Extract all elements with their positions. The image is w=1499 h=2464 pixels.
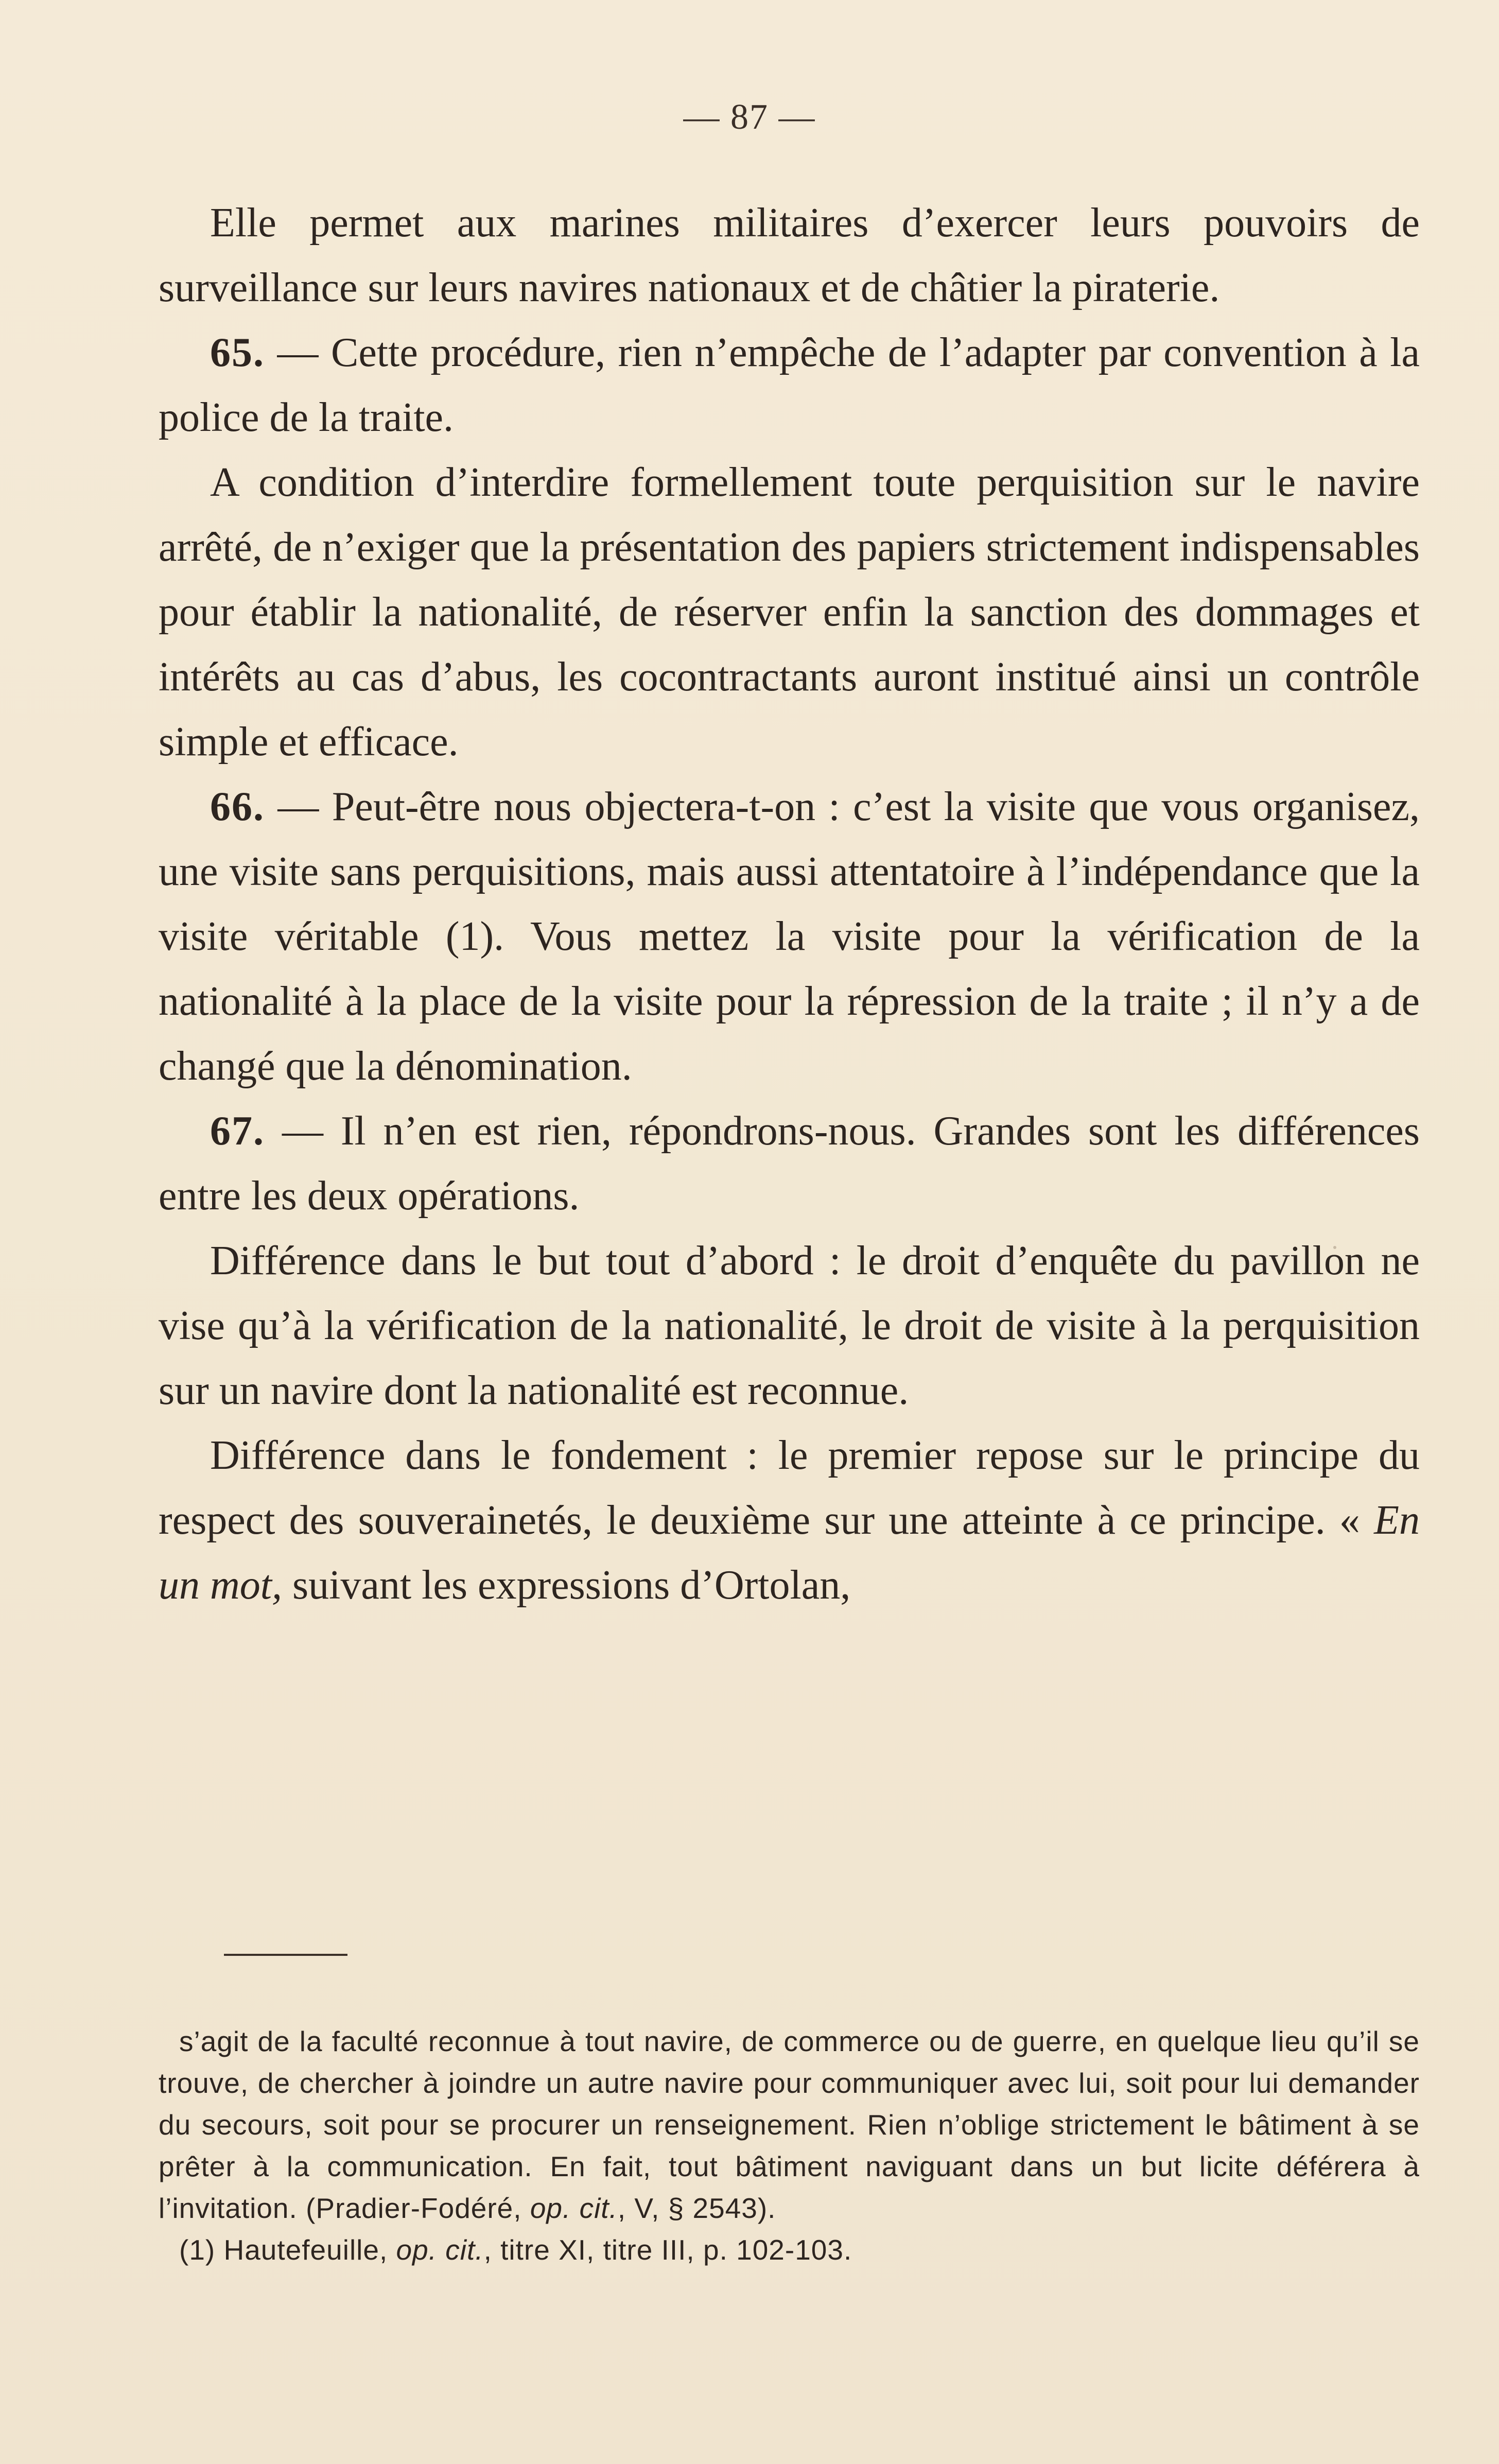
footnote-continued <box>159 2021 1420 2229</box>
footnote-continued-end: , V, § 2543). <box>617 2192 776 2224</box>
page-number: — 87 — <box>683 97 816 137</box>
section-number-67: 67. <box>210 1108 265 1154</box>
paragraph-7-start: Différence dans le fondement : le premier repose sur le principe du respect des souverainetés, le deuxième sur une atteinte à ce principe. « <box>159 1433 1420 1543</box>
paragraph-6: Différence dans le but tout d’abord : le droit d’enquête du pavillon ne vise qu’à la vérification de la nationalité, le droit de visite à la perquisition sur un navire dont la nationalité est reconnue. <box>159 1238 1420 1413</box>
paragraph-7-italic: En un mot, <box>159 1498 1420 1608</box>
paragraph-7 <box>159 1423 1420 1618</box>
main-text <box>159 190 1420 1618</box>
footnote-1-end: , titre XI, titre III, p. 102-103. <box>483 2234 852 2266</box>
paragraph-65-text: — Cette procédure, rien n’empêche de l’adapter par convention à la police de la traite. <box>159 330 1420 440</box>
paper-speck <box>947 870 950 873</box>
paragraph-65 <box>159 320 1420 450</box>
paragraph-3: A condition d’interdire formellement toute perquisition sur le navire arrêté, de n’exiger que la présentation des papiers strictement indispensables pour établir la nationalité, de réserver enfin la sanction des dommages et intérêts au cas d’abus, les cocontractants auront institué ainsi un contrôle simple et efficace. <box>159 460 1420 765</box>
paragraph-67-text: — Il n’en est rien, répondrons-nous. Grandes sont les différences entre les deux opérations. <box>159 1108 1420 1219</box>
footnote-1-text: (1) Hautefeuille, <box>179 2234 396 2266</box>
paragraph-66-text: — Peut-être nous objectera-t-on : c’est la visite que vous organisez, une visite sans perquisitions, mais aussi attentatoire à l’indépendance que la visite véritable (1). Vous mettez la visite pour la vérification de la nationalité à la place de la visite pour la répression de la traite ; il n’y a de changé que la dénomination. <box>159 784 1420 1089</box>
paragraph-66 <box>159 774 1420 1099</box>
section-number-65: 65. <box>210 330 265 375</box>
footnote-separator <box>224 1954 347 1956</box>
footnote-1-italic: op. cit. <box>396 2234 484 2266</box>
paragraph-7-end: suivant les expressions d’Ortolan, <box>282 1563 851 1608</box>
paragraph-67 <box>159 1099 1420 1228</box>
section-number-66: 66. <box>210 784 265 829</box>
paper-speck <box>1045 350 1048 353</box>
footnote-continued-text: s’agit de la faculté reconnue à tout navire, de commerce ou de guerre, en quelque lieu qu’il se trouve, de chercher à joindre un autre navire pour communiquer avec lui, soit pour lui demander du secours, soit pour se procurer un renseignement. Rien n’oblige strictement le bâtiment à se prêter à la communication. En fait, tout bâtiment naviguant dans un but licite déférera à l’invitation. (Pradier-Fodéré, <box>159 2025 1420 2224</box>
footnote-continued-italic: op. cit. <box>530 2192 618 2224</box>
paragraph-1: Elle permet aux marines militaires d’exercer leurs pouvoirs de surveillance sur leurs navires nationaux et de châtier la piraterie. <box>159 200 1420 310</box>
footnotes <box>159 2021 1420 2271</box>
footnote-1 <box>159 2229 1420 2271</box>
paper-speck <box>1333 1246 1336 1249</box>
